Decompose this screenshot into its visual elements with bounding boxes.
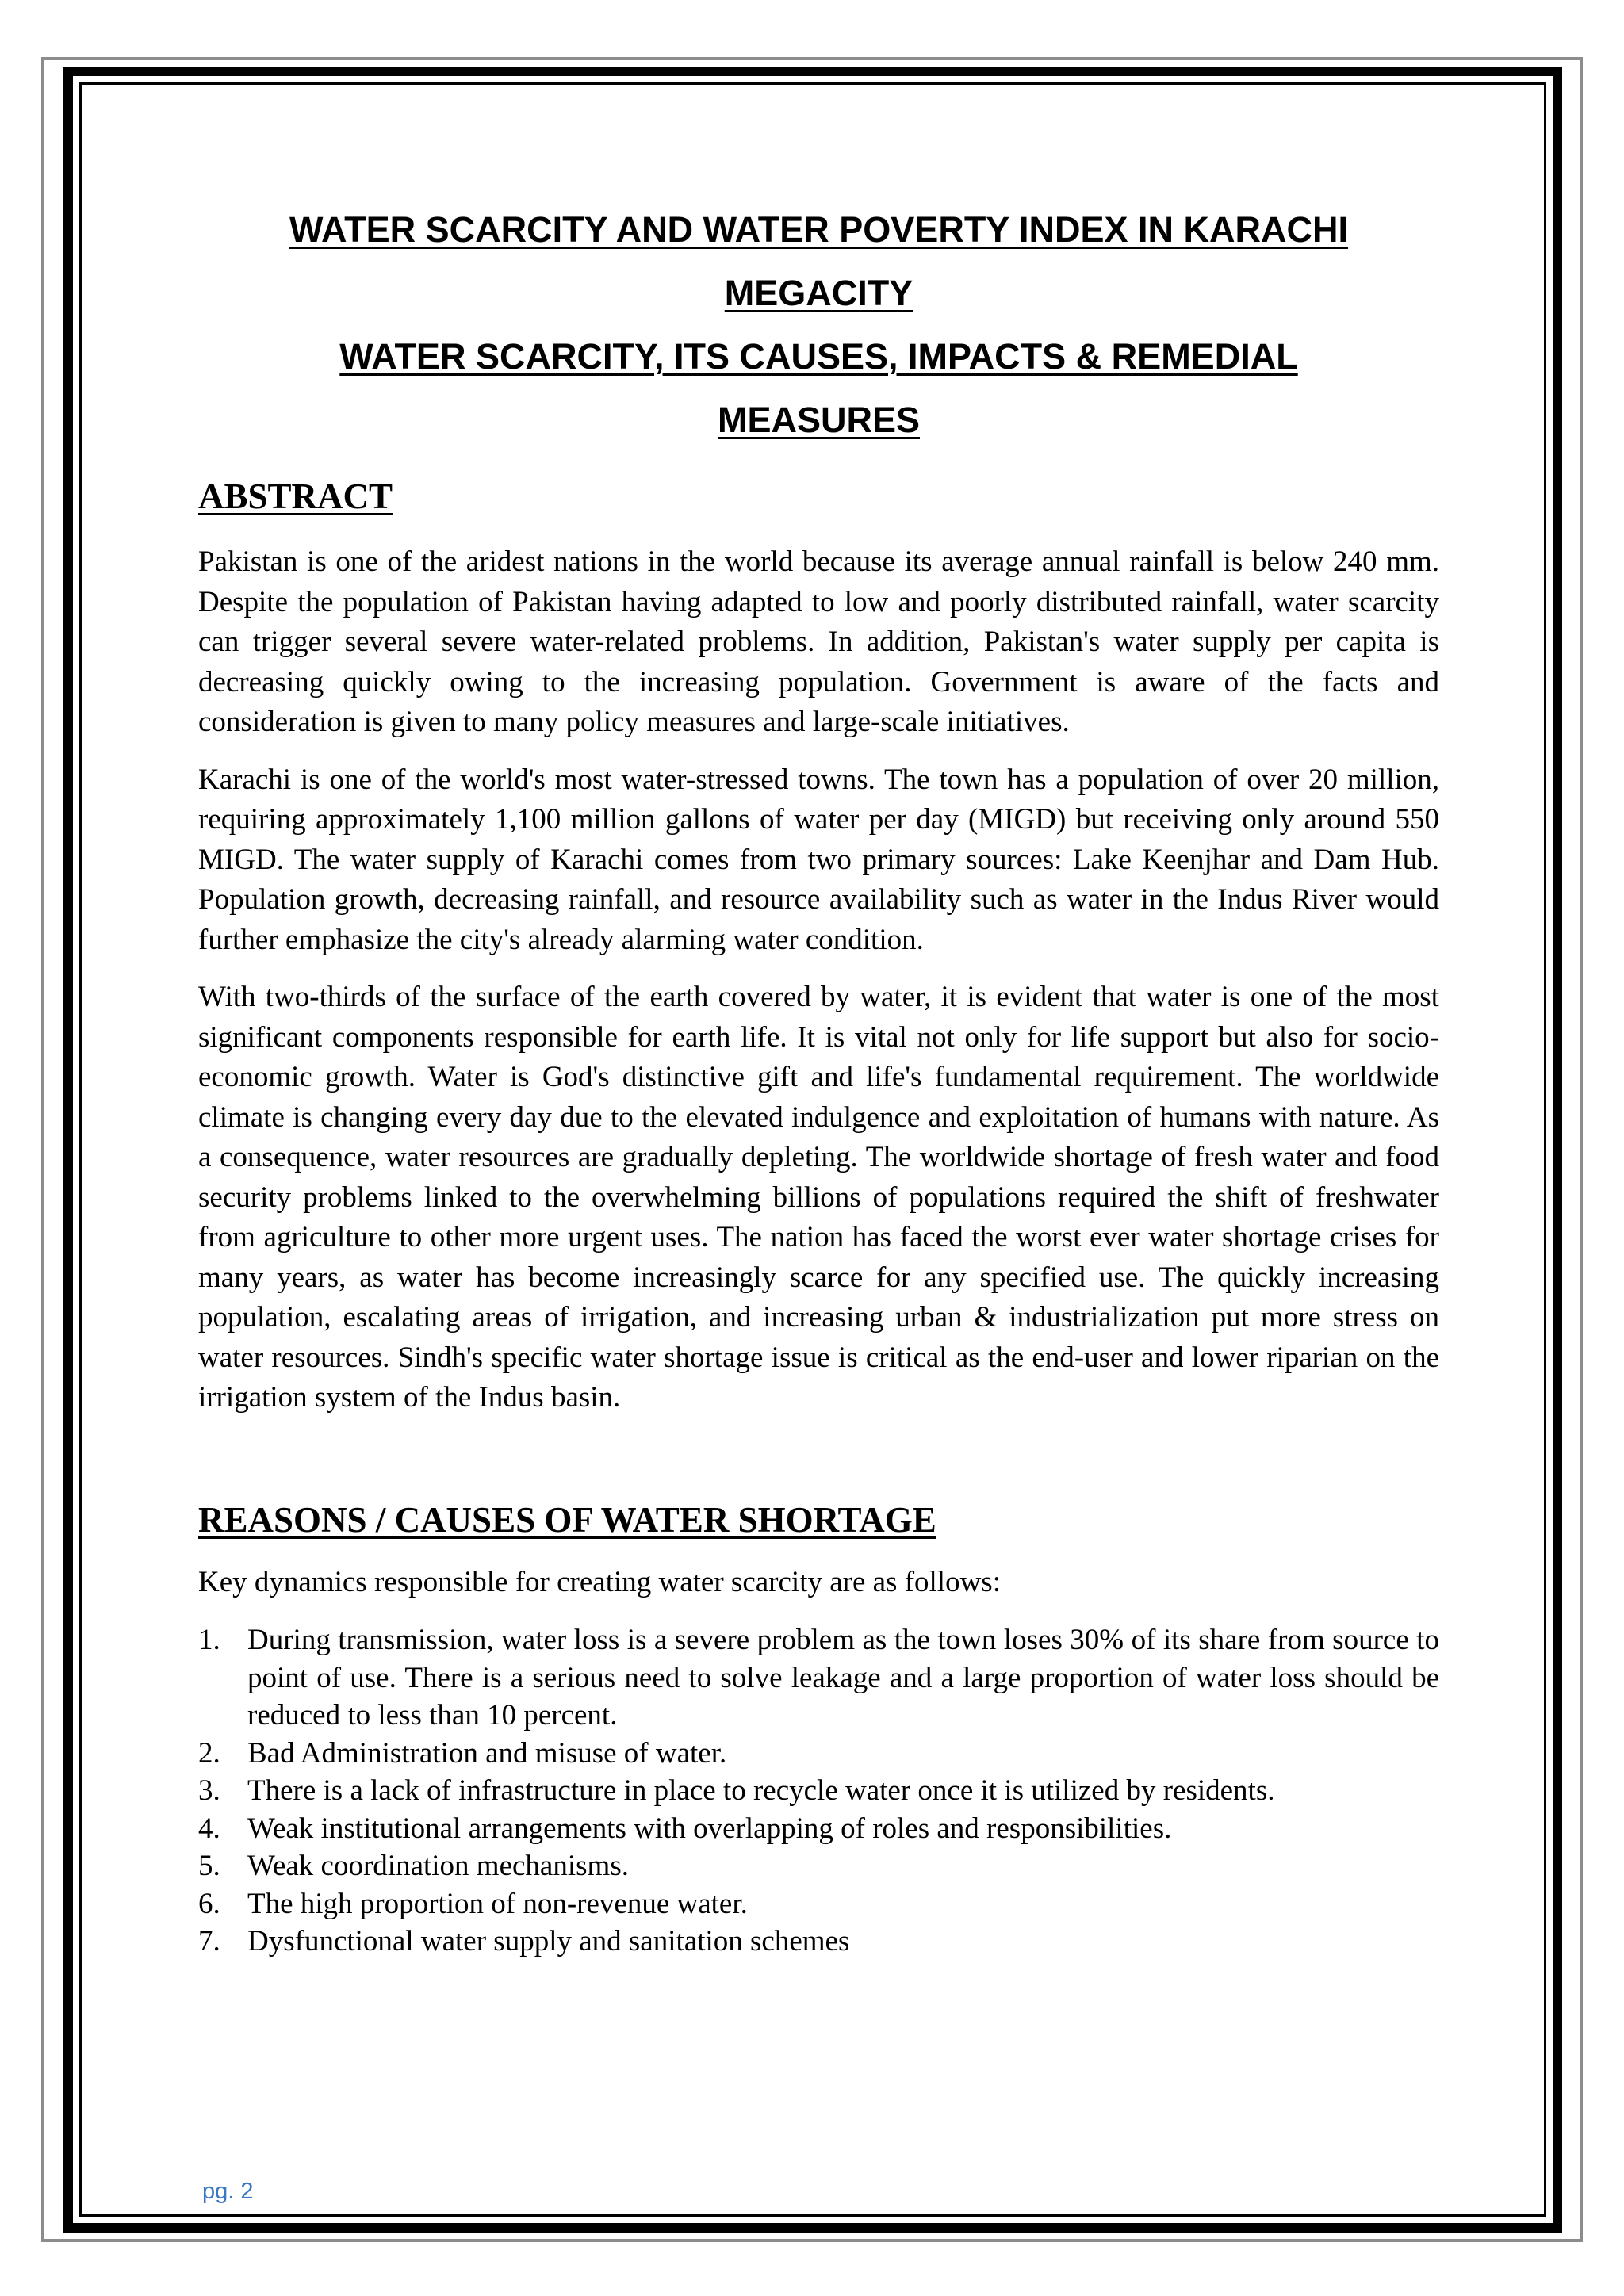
- page-number: pg. 2: [202, 2179, 254, 2204]
- abstract-heading: ABSTRACT: [198, 476, 393, 516]
- list-item-text: Dysfunctional water supply and sanitation schemes: [247, 1925, 850, 1957]
- list-item-number: 3.: [198, 1774, 220, 1807]
- list-item-text: Weak coordination mechanisms.: [247, 1850, 629, 1882]
- list-item-text: During transmission, water loss is a severe problem as the town loses 30% of its share from source to point of use. There is a serious need to solve leakage and a large proportion of water loss should be reduced to less than 10 percent.: [247, 1624, 1439, 1732]
- list-item: [198, 1735, 1439, 1773]
- list-item-number: 6.: [198, 1887, 220, 1920]
- list-item-text: There is a lack of infrastructure in place to recycle water once it is utilized by residents.: [247, 1774, 1275, 1807]
- causes-list: [198, 1621, 1439, 1961]
- reasons-intro: Key dynamics responsible for creating water scarcity are as follows:: [198, 1565, 1001, 1598]
- list-item: [198, 1621, 1439, 1735]
- title-line-4: MEASURES: [717, 400, 921, 440]
- document-title: [198, 198, 1439, 452]
- list-item-number: 5.: [198, 1850, 220, 1882]
- reasons-heading: REASONS / CAUSES OF WATER SHORTAGE: [198, 1499, 936, 1540]
- page-content: [198, 198, 1439, 1961]
- list-item-text: Bad Administration and misuse of water.: [247, 1736, 727, 1770]
- list-item: [198, 1885, 1439, 1923]
- title-line-3: WATER SCARCITY, ITS CAUSES, IMPACTS & REMEDIAL: [339, 336, 1298, 377]
- abstract-paragraph-2: Karachi is one of the world's most water-stressed towns. The town has a population of over 20 million, requiring approximately 1,100 million gallons of water per day (MIGD) but receiving only around 550 MIGD. The water supply of Karachi comes from two primary sources: Lake Keenjhar and Dam Hub. Population growth, decreasing rainfall, and resource availability such as water in the Indus River would further emphasize the city's already alarming water condition.: [198, 763, 1439, 956]
- title-line-2: MEGACITY: [724, 273, 914, 313]
- list-item-number: 4.: [198, 1812, 220, 1845]
- list-item-text: Weak institutional arrangements with overlapping of roles and responsibilities.: [247, 1812, 1172, 1845]
- list-item: [198, 1772, 1439, 1810]
- list-item-number: 2.: [198, 1736, 220, 1770]
- list-item-number: 7.: [198, 1925, 220, 1957]
- list-item: [198, 1847, 1439, 1885]
- list-item: [198, 1923, 1439, 1961]
- list-item-text: The high proportion of non-revenue water.: [247, 1887, 748, 1920]
- list-item: [198, 1810, 1439, 1848]
- title-line-1: WATER SCARCITY AND WATER POVERTY INDEX IN KARACHI: [289, 209, 1349, 250]
- abstract-paragraph-3: With two-thirds of the surface of the earth covered by water, it is evident that water is one of the most significant components responsible for earth life. It is vital not only for life support but also for socio-economic growth. Water is God's distinctive gift and life's fundamental requirement. The worldwide climate is changing every day due to the elevated indulgence and exploitation of humans with nature. As a consequence, water resources are gradually depleting. The worldwide shortage of fresh water and food security problems linked to the overwhelming billions of populations required the shift of freshwater from agriculture to other more urgent uses. The nation has faced the worst ever water shortage crises for many years, as water has become increasingly scarce for any specified use. The quickly increasing population, escalating areas of irrigation, and increasing urban & industrialization put more stress on water resources. Sindh's specific water shortage issue is critical as the end-user and lower riparian on the irrigation system of the Indus basin.: [198, 981, 1439, 1414]
- abstract-paragraph-1: Pakistan is one of the aridest nations in the world because its average annual rainfall is below 240 mm. Despite the population of Pakistan having adapted to low and poorly distributed rainfall, water scarcity can trigger several severe water-related problems. In addition, Pakistan's water supply per capita is decreasing quickly owing to the increasing population. Government is aware of the facts and consideration is given to many policy measures and large-scale initiatives.: [198, 545, 1439, 738]
- list-item-number: 1.: [198, 1624, 220, 1656]
